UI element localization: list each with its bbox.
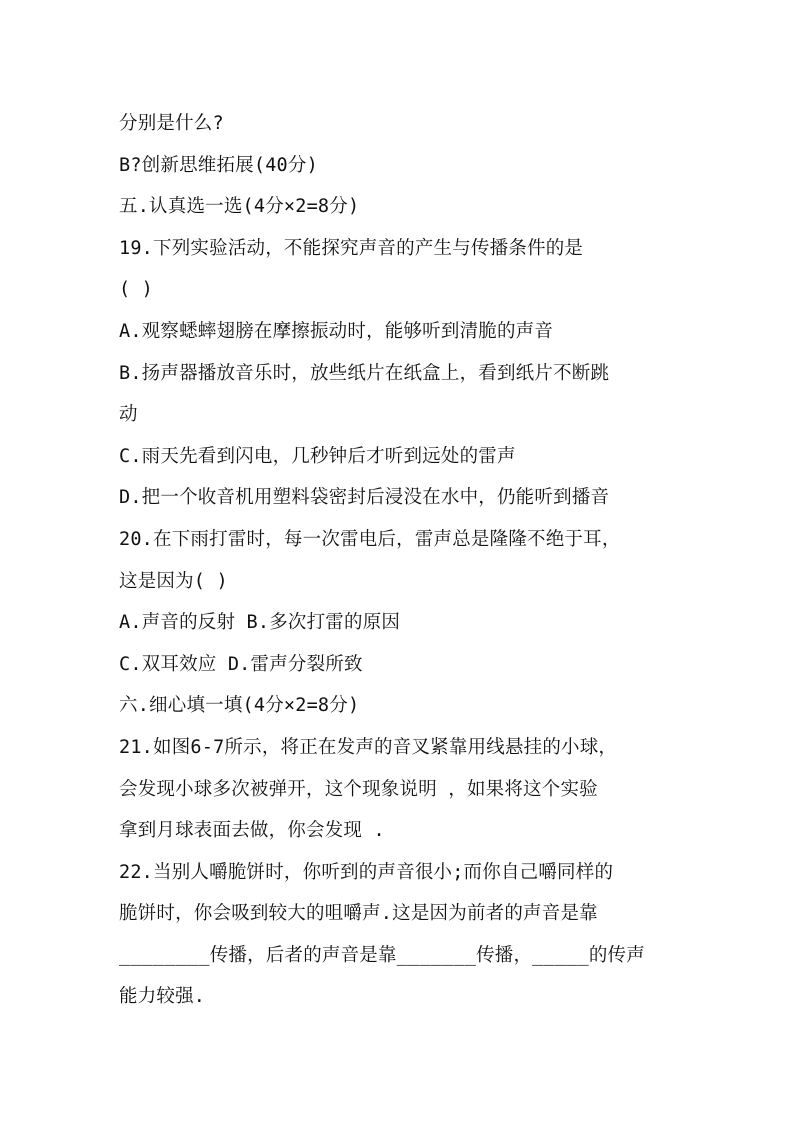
text-line: 拿到月球表面去做，你会发现 . [119, 820, 385, 842]
text-line: 动 [119, 404, 138, 426]
question-20: 20.在下雨打雷时，每一次雷电后，雷声总是隆隆不绝于耳， [119, 528, 621, 550]
option-a: A.观察蟋蟀翅膀在摩擦振动时，能够听到清脆的声音 [119, 320, 554, 342]
section-heading: 六.细心填一填(4分×2=8分) [119, 695, 360, 717]
section-heading: B?创新思维拓展(40分) [119, 154, 318, 176]
fill-blank-line: ________传播，后者的声音是靠_______传播，_____的传声 [119, 944, 645, 966]
question-22: 22.当别人嚼脆饼时，你听到的声音很小;而你自己嚼同样的 [119, 861, 614, 883]
text-line: 脆饼时，你会吸到较大的咀嚼声.这是因为前者的声音是靠 [119, 903, 598, 925]
text-line: 分别是什么? [119, 113, 224, 134]
question-19: 19.下列实验活动，不能探究声音的产生与传播条件的是 [119, 237, 584, 259]
text-line: 这是因为( ) [119, 570, 228, 592]
text-line: 能力较强. [119, 986, 206, 1008]
option-b: B.扬声器播放音乐时，放些纸片在纸盒上，看到纸片不断跳 [119, 362, 610, 384]
question-21: 21.如图6-7所示，将正在发声的音叉紧靠用线悬挂的小球， [119, 736, 618, 758]
option-c: C.雨天先看到闪电，几秒钟后才听到远处的雷声 [119, 445, 516, 467]
text-line: 会发现小球多次被弹开，这个现象说明 ，如果将这个实验 [119, 778, 598, 800]
text-line: ( ) [119, 279, 154, 301]
options-cd: C.双耳效应 D.雷声分裂所致 [119, 653, 363, 675]
options-ab: A.声音的反射 B.多次打雷的原因 [119, 612, 401, 634]
document-body [119, 103, 679, 1018]
section-heading: 五.认真选一选(4分×2=8分) [119, 196, 360, 218]
option-d: D.把一个收音机用塑料袋密封后浸没在水中，仍能听到播音 [119, 487, 610, 509]
